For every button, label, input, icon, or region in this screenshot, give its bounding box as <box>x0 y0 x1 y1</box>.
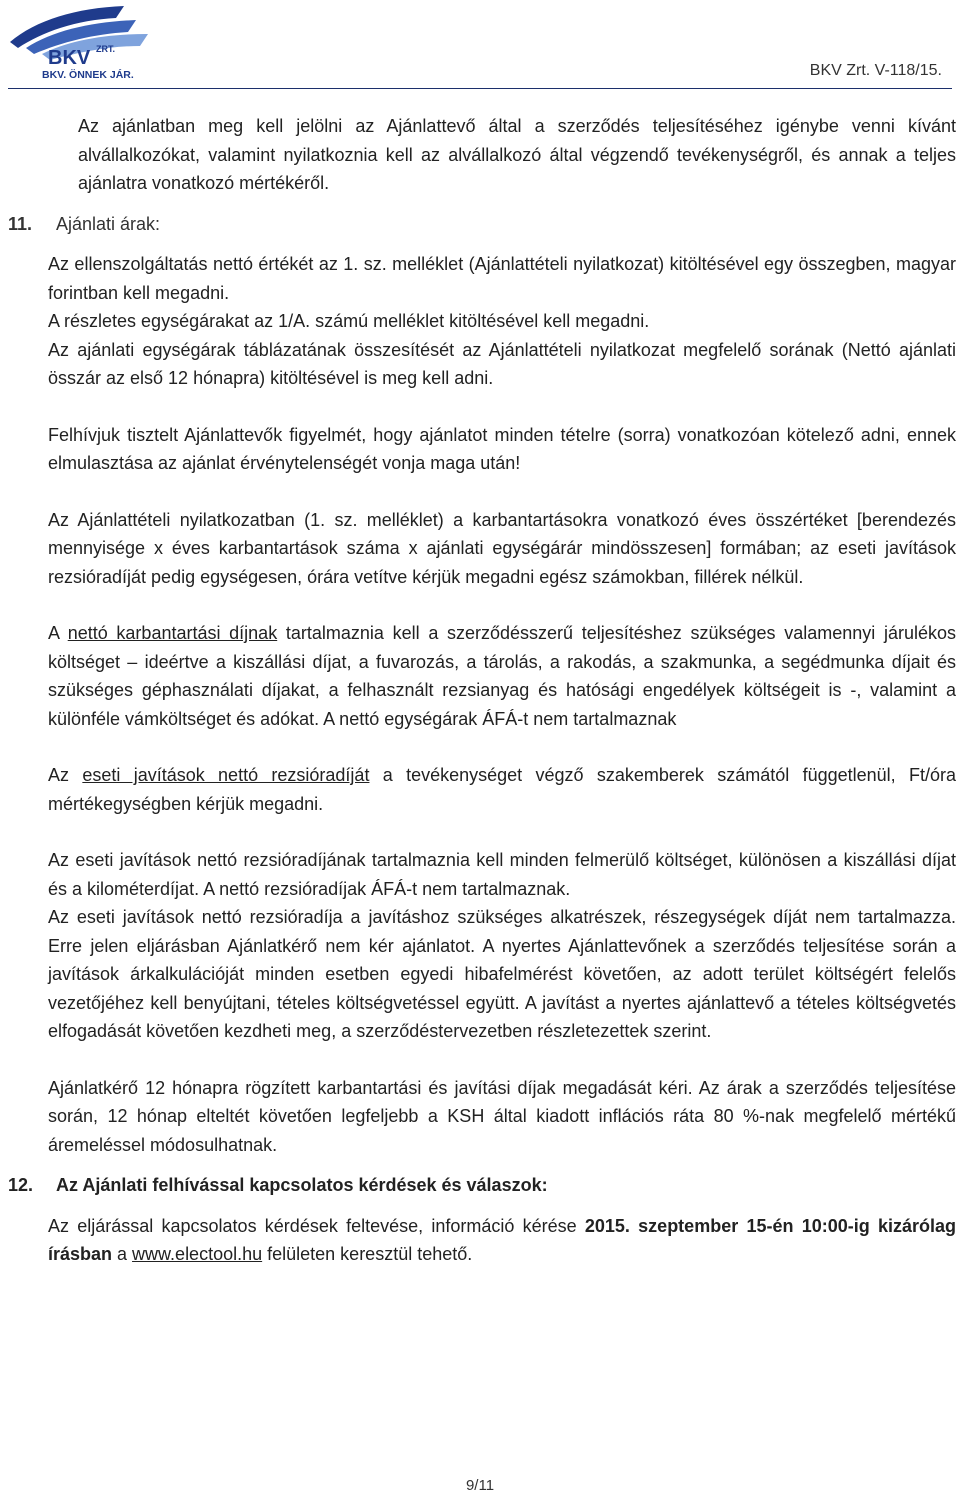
document-reference: BKV Zrt. V-118/15. <box>809 62 942 79</box>
underlined-term: eseti javítások nettó rezsióradíját <box>82 765 370 785</box>
paragraph-parts: Az eseti javítások nettó rezsióradíja a javításhoz szükséges alkatrészek, részegységek díját nem tartalmazza. Erre jelen eljárásban Ajánlatkérő nem kér ajánlatot. A nyertes Ajánlattevőnek a szerződés teljesítése során a javítások árkalkulációját minden esetben egyedi hibafelmérést követően, az adott terület költségért felelős vezetőjéhez kell benyújtani, tételes költségvetéssel együtt. A javítást a nyertes ajánlattevő a tételes költségvetés elfogadását követően kezdheti meg, a szerződéstervezetben részletezettek szerint. <box>48 907 956 1041</box>
paragraph-declaration: Az Ajánlattételi nyilatkozatban (1. sz. melléklet) a karbantartásokra vonatkozó éves összértéket [berendezés mennyisége x éves karbantartások száma x ajánlati egységárár mindösszesen] formában; az eseti javítások rezsióradíját pedig egységesen, órára vetítve kérjük megadni egész számokban, fillérek nélkül. <box>48 509 956 587</box>
paragraph-maintenance-fee: A nettó karbantartási díjnak tartalmaznia kell a szerződésszerű teljesítéshez szükséges valamennyi járulékos költséget – ideértve a kiszállási díjat, a fuvarozás, a tárolás, a rakodás, a szakmunka, a segédmunka díjait és szükséges géphasználati díjakat, a felhasznált rezsianyag és hatósági engedélyek költségeit is -, valamint a különféle vámköltséget és adókat. A nettó egységárak ÁFÁ-t nem tartalmaznak <box>48 623 956 729</box>
section-number: 11. <box>8 213 33 234</box>
logo-wordmark: BKV <box>48 47 91 69</box>
paragraph-unit-prices: A részletes egységárakat az 1/A. számú melléklet kitöltésével kell megadni. <box>48 311 650 331</box>
logo-tagline: BKV. ÖNNEK JÁR. <box>42 69 134 81</box>
paragraph-repair-costs: Az eseti javítások nettó rezsióradíjának tartalmaznia kell minden felmerülő költséget, különösen a kiszállási díjat és a kilométerdíjat. A nettó rezsióradíjak ÁFÁ-t nem tartalmaznak. <box>48 850 956 899</box>
electool-link[interactable]: www.electool.hu <box>132 1244 263 1264</box>
header-divider <box>8 88 952 89</box>
paragraph-summary: Az ajánlati egységárak táblázatának összesítését az Ajánlattételi nyilatkozat megfelelő sorának (Nettó ajánlati összár az első 12 hónapra) kitöltésével is meg kell adni. <box>48 339 956 388</box>
paragraph-price-adjustment: Ajánlatkérő 12 hónapra rögzített karbantartási és javítási díjak megadását kéri. Az árak a szerződés teljesítése során, 12 hónap elteltét követően legfeljebb a KSH által kiadott inflációs ráta 80 %-nak megfelelő mértékű áremeléssel módosulhatnak. <box>48 1077 956 1155</box>
page-number: 9/11 <box>465 1477 495 1494</box>
logo-sup: ZRT. <box>96 44 115 54</box>
section-heading-12 <box>8 1171 956 1200</box>
section-number: 12. <box>8 1175 34 1195</box>
section-heading-11 <box>8 210 956 239</box>
page-header <box>0 0 960 95</box>
section-title: Ajánlati árak: <box>56 213 161 234</box>
paragraph-attention: Felhívjuk tisztelt Ajánlattevők figyelmét, hogy ajánlatot minden tételre (sorra) vonatkozóan kötelező adni, ennek elmulasztása az ajánlat érvénytelenségét vonja maga után! <box>48 424 956 473</box>
deadline-text: 2015. szeptember 15-én 10:00-ig kizárólag írásban <box>48 1215 956 1264</box>
section-title: Az Ajánlati felhívással kapcsolatos kérdések és válaszok: <box>56 1175 548 1195</box>
paragraph-repair-rate: Az eseti javítások nettó rezsióradíját a tevékenységet végző szakemberek számától függetlenül, Ft/óra mértékegységben kérjük megadni. <box>48 765 956 814</box>
paragraph-net-value: Az ellenszolgáltatás nettó értékét az 1. sz. melléklet (Ajánlattételi nyilatkozat) kitöltésével egy összegben, magyar forintban kell megadni. <box>48 254 956 303</box>
underlined-term: nettó karbantartási díjnak <box>67 623 278 643</box>
bkv-logo <box>6 2 172 82</box>
paragraph-intro: Az ajánlatban meg kell jelölni az Ajánlattevő által a szerződés teljesítéséhez igénybe venni kívánt alvállalkozókat, valamint nyilatkoznia kell az alvállalkozó által végzendő tevékenységről, és annak a teljes ajánlatra vonatkozó mértékéről. <box>78 116 956 193</box>
paragraph-questions: Az eljárással kapcsolatos kérdések feltevése, információ kérése 2015. szeptember 15-én 10:00-ig kizárólag írásban a www.electool.hu felületen keresztül tehető. <box>48 1215 956 1264</box>
document-body <box>8 112 956 1269</box>
